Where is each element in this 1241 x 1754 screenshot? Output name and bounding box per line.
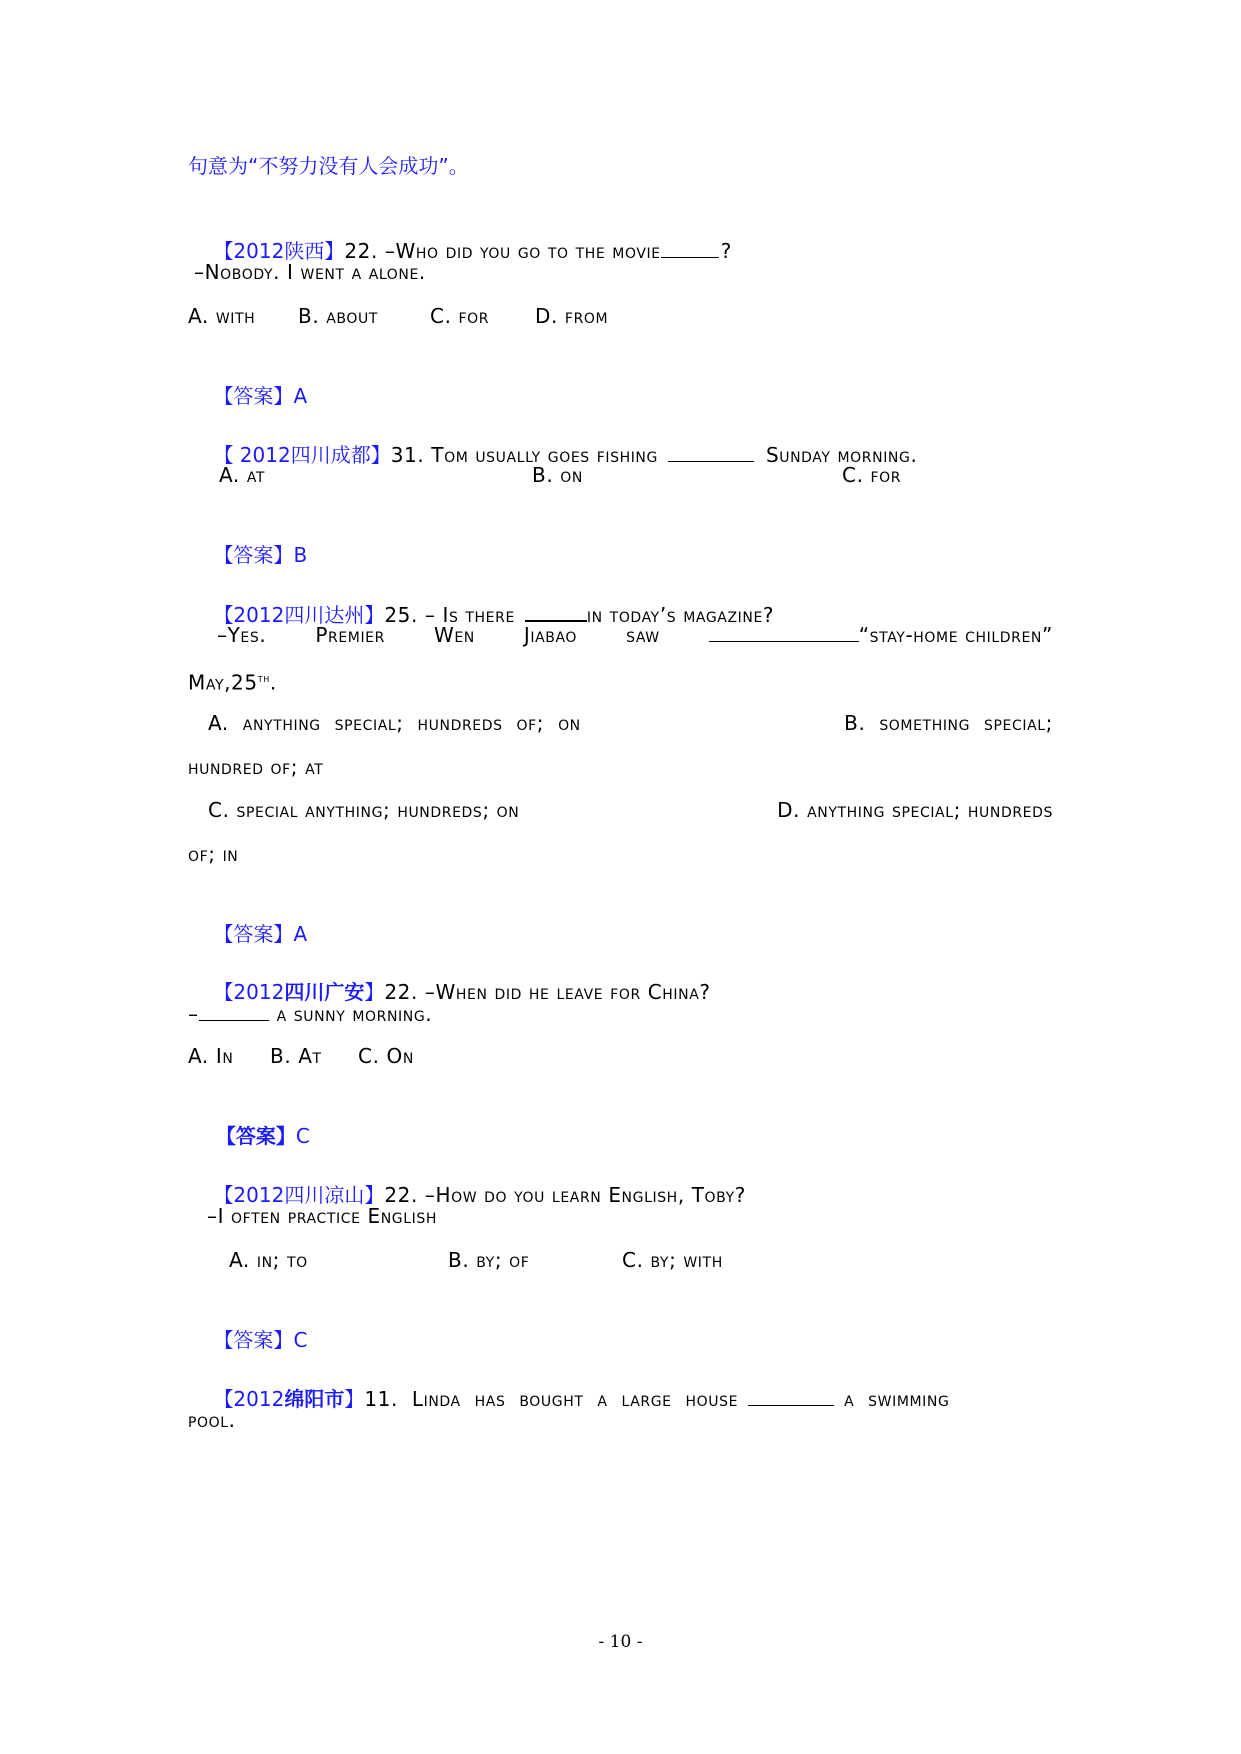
q1-reply: –Nobody. I went a alone. <box>194 260 426 284</box>
q4-reply: – a sunny morning. <box>188 1002 433 1026</box>
q2-source-tag: 【 2012四川成都】 <box>213 443 391 467</box>
page-number: - 10 - <box>598 1632 643 1652</box>
q5-stem: 【2012四川凉山】22. –How do you learn English, Toby? <box>213 1183 746 1207</box>
q3-blank-2 <box>709 621 859 642</box>
q6-source-place: 绵阳市 <box>284 1387 345 1411</box>
q1-option-c: C. for <box>430 304 490 328</box>
intro-text: 句意为“不努力没有人会成功”。 <box>188 154 469 178</box>
q5-option-c: C. by; with <box>622 1248 723 1272</box>
q4-stem: 【2012四川广安】22. –When did he leave for China? <box>213 980 711 1004</box>
q3-source-tag: 【2012四川达州】 <box>213 603 385 627</box>
q2-answer: 【答案】B <box>213 543 308 567</box>
q1-stem-text: 22. –Who did you go to the movie <box>344 239 661 263</box>
q3-option-d-continued: of; in <box>188 842 239 866</box>
q6-stem-continued: pool. <box>188 1408 236 1432</box>
q4-answer-value: C <box>295 1124 310 1148</box>
q3-option-d: D. anything special; hundreds <box>777 798 1053 822</box>
q2-stem: 【 2012四川成都】31. Tom usually goes fishing Sunday morning. <box>213 443 918 467</box>
q1-option-d: D. from <box>535 304 609 328</box>
q1-option-b: B. about <box>298 304 378 328</box>
q4-blank <box>199 1000 269 1021</box>
q6-blank <box>748 1385 834 1406</box>
q1-blank <box>661 237 719 258</box>
q3-reply-continued: May,25th. <box>188 670 277 695</box>
q4-answer: 【答案】C <box>215 1124 310 1148</box>
q6-stem: 【2012绵阳市】11. Linda has bought a large house a swimming <box>213 1387 950 1411</box>
q3-blank-1 <box>525 600 587 622</box>
q4-option-a: A. In <box>188 1044 234 1068</box>
q4-option-c: C. On <box>358 1044 414 1068</box>
q1-option-a: A. with <box>188 304 256 328</box>
q4-source-place: 四川广安 <box>284 980 365 1004</box>
q3-option-b: B. something special; <box>844 711 1053 735</box>
q2-option-c: C. for <box>842 463 902 487</box>
q1-answer: 【答案】A <box>213 384 308 408</box>
q5-answer: 【答案】C <box>213 1328 308 1352</box>
q5-option-a: A. in; to <box>229 1248 308 1272</box>
q5-answer-value: C <box>293 1328 308 1352</box>
q1-stem: 【2012陕西】22. –Who did you go to the movie ? <box>213 239 732 263</box>
q1-source-tag: 【2012陕西】 <box>213 239 345 263</box>
q3-option-a: A. anything special; hundreds of; on <box>208 711 581 735</box>
q2-option-a: A. at <box>219 463 266 487</box>
q4-option-b: B. At <box>270 1044 322 1068</box>
q3-reply: –Yes. Premier Wen Jiabao saw “stay-home children” <box>217 623 1053 647</box>
q1-answer-value: A <box>293 384 308 408</box>
q3-answer-value: A <box>293 922 308 946</box>
q5-source-tag: 【2012四川凉山】 <box>213 1183 385 1207</box>
q3-answer: 【答案】A <box>213 922 308 946</box>
q2-blank <box>668 441 754 462</box>
q3-option-b-continued: hundred of; at <box>188 755 324 779</box>
q2-answer-value: B <box>293 543 308 567</box>
q5-option-b: B. by; of <box>448 1248 530 1272</box>
q3-option-c: C. special anything; hundreds; on <box>208 798 520 822</box>
q3-stem: 【2012四川达州】25. – Is there in today’s magazine? <box>188 572 774 657</box>
q2-option-b: B. on <box>532 463 583 487</box>
q5-reply: –I often practice English <box>207 1204 437 1228</box>
